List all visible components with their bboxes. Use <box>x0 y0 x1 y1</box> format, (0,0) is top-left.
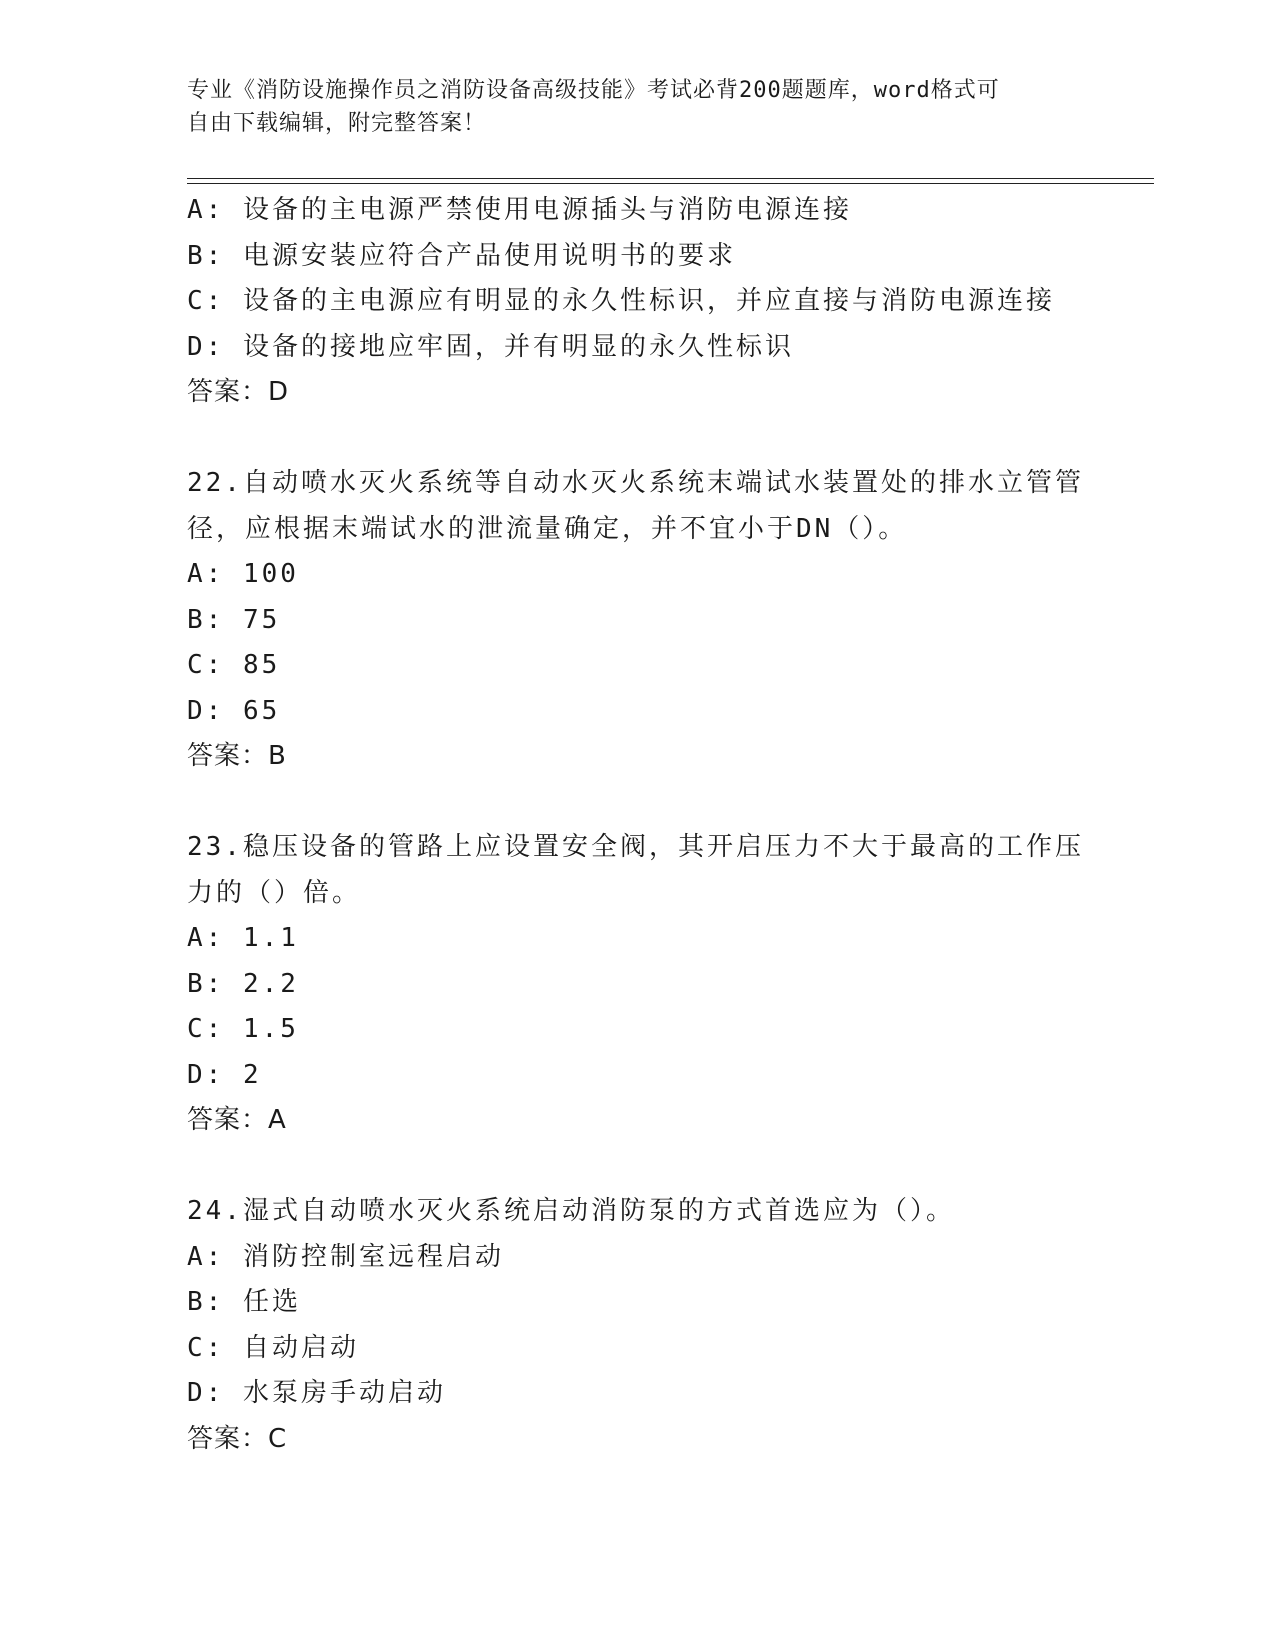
spacer <box>187 1144 1087 1190</box>
option-b: B: 2.2 <box>187 968 299 999</box>
question-stem: 22.自动喷水灭火系统等自动水灭火系统末端试水装置处的排水立管管 <box>187 468 1084 498</box>
question-list <box>187 188 1087 1462</box>
question-23-block <box>187 825 1087 1144</box>
header-rule-bottom <box>187 183 1154 184</box>
option-d: D: 水泵房手动启动 <box>187 1378 446 1408</box>
header-rule-top <box>187 178 1154 179</box>
spacer <box>187 416 1087 462</box>
option-c: C: 1.5 <box>187 1014 299 1044</box>
header-line-2: 自由下载编辑，附完整答案！ <box>187 111 487 136</box>
question-stem: 力的（）倍。 <box>187 877 362 908</box>
answer: 答案：C <box>187 1423 288 1454</box>
document-header <box>187 74 1067 140</box>
option-a: A: 消防控制室远程启动 <box>187 1241 504 1272</box>
question-stem: 径，应根据末端试水的泄流量确定，并不宜小于DN（）。 <box>187 513 908 544</box>
option-c: C: 设备的主电源应有明显的永久性标识，并应直接与消防电源连接 <box>187 286 1055 316</box>
option-d: D: 65 <box>187 695 281 726</box>
spacer <box>187 780 1087 826</box>
option-b: B: 75 <box>187 604 281 635</box>
question-stem: 23.稳压设备的管路上应设置安全阀，其开启压力不大于最高的工作压 <box>187 832 1084 862</box>
answer: 答案：D <box>187 377 290 407</box>
question-22-block <box>187 461 1087 780</box>
option-d: D: 设备的接地应牢固，并有明显的永久性标识 <box>187 331 794 362</box>
answer: 答案：B <box>187 741 287 771</box>
answer: 答案：A <box>187 1105 287 1135</box>
option-b: B: 电源安装应符合产品使用说明书的要求 <box>187 240 736 271</box>
header-line-1: 专业《消防设施操作员之消防设备高级技能》考试必背200题题库，word格式可 <box>187 78 1000 103</box>
option-a: A: 1.1 <box>187 923 299 953</box>
option-c: C: 85 <box>187 650 281 680</box>
option-a: A: 100 <box>187 559 299 589</box>
question-24-block <box>187 1189 1087 1462</box>
option-c: C: 自动启动 <box>187 1332 359 1363</box>
option-b: B: 任选 <box>187 1287 301 1317</box>
option-d: D: 2 <box>187 1059 262 1090</box>
question-stem: 24.湿式自动喷水灭火系统启动消防泵的方式首选应为（）。 <box>187 1196 955 1226</box>
question-21-block <box>187 188 1087 416</box>
option-a: A: 设备的主电源严禁使用电源插头与消防电源连接 <box>187 195 852 225</box>
